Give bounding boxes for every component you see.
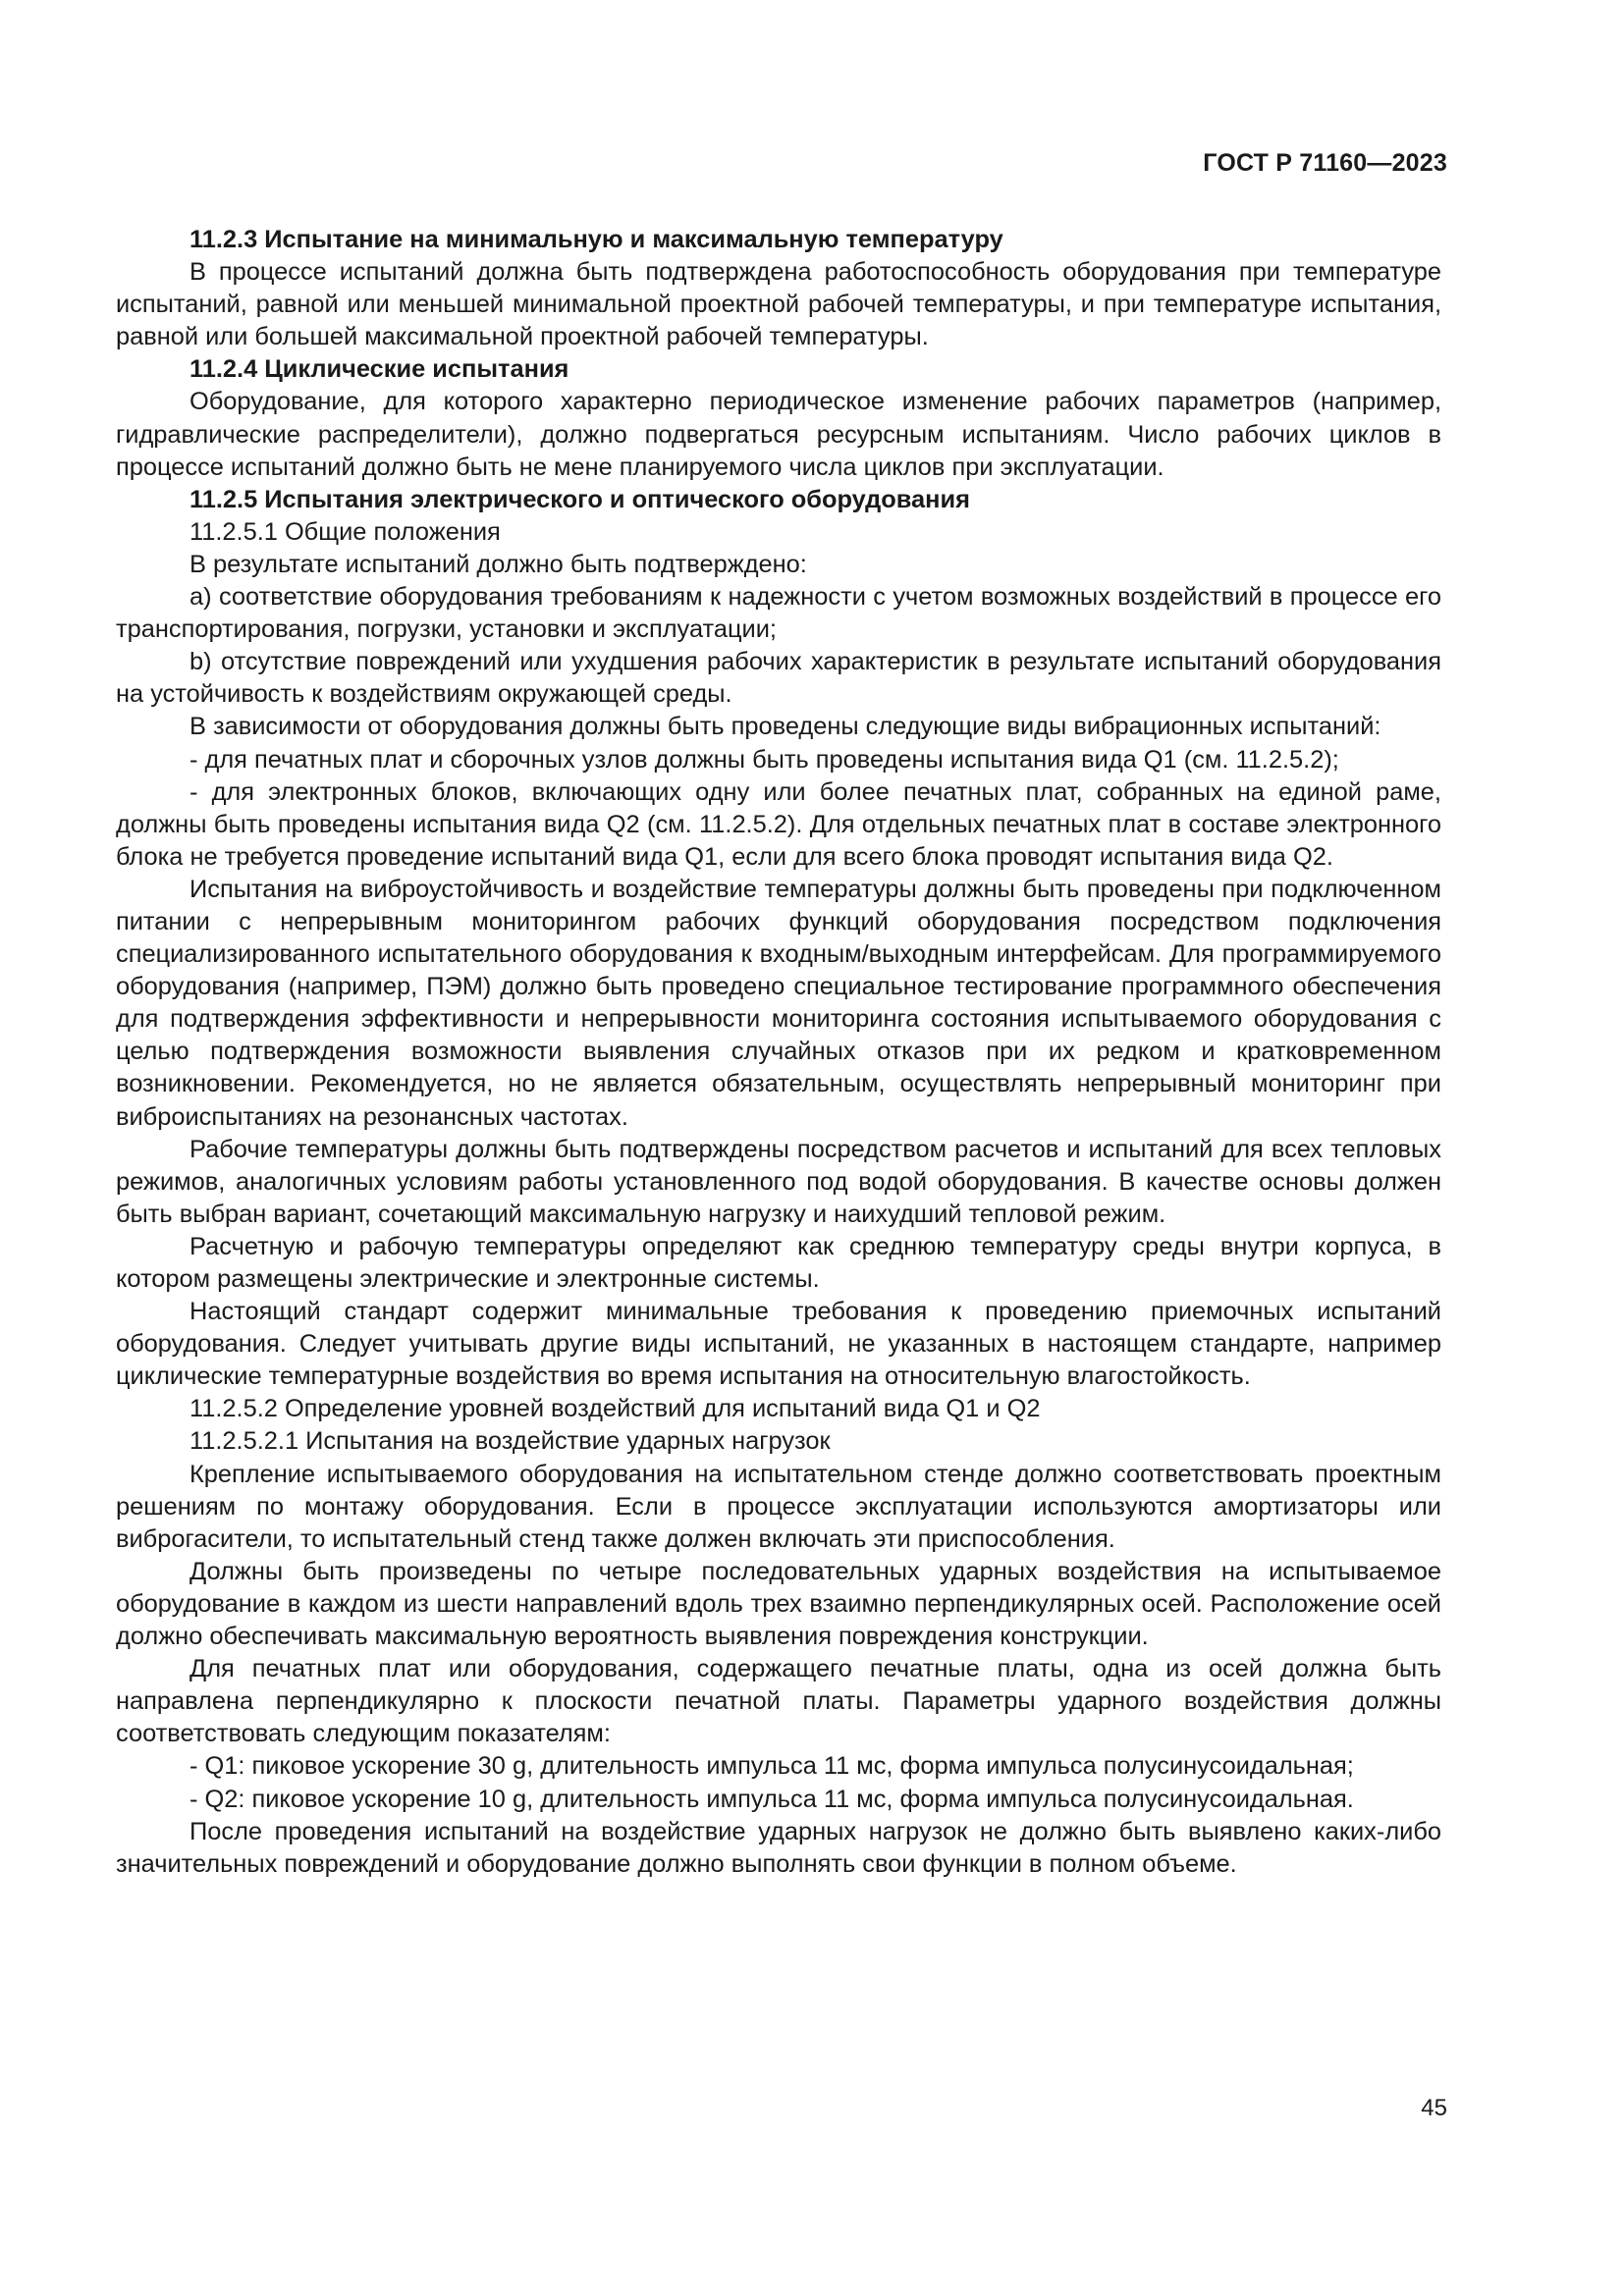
paragraph: Настоящий стандарт содержит минимальные требования к проведению приемочных испытаний оборудования. Следует учитывать другие виды испытаний, не указанных в настоящем стандарте, например циклические температурные воздействия во время испытания на относительную влагостойкость. <box>116 1298 1441 1391</box>
section-heading-11-2-5: 11.2.5 Испытания электрического и оптического оборудования <box>189 485 970 513</box>
document-header-code: ГОСТ Р 71160—2023 <box>1203 149 1447 177</box>
paragraph: В процессе испытаний должна быть подтверждена работоспособность оборудования при температуре испытаний, равной или меньшей минимальной проектной рабочей температуры, и при температуре испытания, равной или большей максимальной проектной рабочей температуры. <box>116 258 1441 351</box>
list-item-dash: - Q2: пиковое ускорение 10 g, длительность импульса 11 мс, форма импульса полусинусоидальная. <box>189 1785 1354 1813</box>
list-item-dash: - для печатных плат и сборочных узлов должны быть проведены испытания вида Q1 (см. 11.2.5.2); <box>189 745 1339 774</box>
paragraph: В результате испытаний должно быть подтверждено: <box>189 550 807 578</box>
list-item-dash: - для электронных блоков, включающих одну или более печатных плат, собранных на единой раме, должны быть проведены испытания вида Q2 (см. 11.2.5.2). Для отдельных печатных плат в составе электронного блока не требуется проведение испытаний вида Q1, если для всего блока проводят испытания вида Q2. <box>116 777 1441 871</box>
paragraph: В зависимости от оборудования должны быть проведены следующие виды вибрационных испытаний: <box>189 713 1381 741</box>
document-body <box>116 224 1441 1881</box>
section-heading-11-2-3: 11.2.3 Испытание на минимальную и максимальную температуру <box>189 226 1003 253</box>
paragraph: Рабочие температуры должны быть подтверждены посредством расчетов и испытаний для всех тепловых режимов, аналогичных условиям работы установленного под водой оборудования. В качестве основы должен быть выбран вариант, сочетающий максимальную нагрузку и наихудший тепловой режим. <box>116 1135 1441 1228</box>
paragraph: Должны быть произведены по четыре последовательных ударных воздействия на испытываемое оборудование в каждом из шести направлений вдоль трех взаимно перпендикулярных осей. Расположение осей должно обеспечивать максимальную вероятность выявления повреждения конструкции. <box>116 1557 1441 1651</box>
paragraph: Для печатных плат или оборудования, содержащего печатные платы, одна из осей должна быть направлена перпендикулярно к плоскости печатной платы. Параметры ударного воздействия должны соответствовать следующим показателям: <box>116 1655 1441 1748</box>
list-item-b: b) отсутствие повреждений или ухудшения рабочих характеристик в результате испытаний оборудования на устойчивость к воздействиям окружающей среды. <box>116 648 1441 709</box>
paragraph: Расчетную и рабочую температуры определяют как среднюю температуру среды внутри корпуса, в котором размещены электрические и электронные системы. <box>116 1232 1441 1293</box>
page-number: 45 <box>1421 2095 1447 2121</box>
paragraph: Оборудование, для которого характерно периодическое изменение рабочих параметров (например, гидравлические распределители), должно подвергаться ресурсным испытаниям. Число рабочих циклов в процессе испытаний должно быть не мене планируемого числа циклов при эксплуатации. <box>116 388 1441 481</box>
list-item-dash: - Q1: пиковое ускорение 30 g, длительность импульса 11 мс, форма импульса полусинусоидальная; <box>189 1752 1354 1781</box>
paragraph: Крепление испытываемого оборудования на испытательном стенде должно соответствовать проектным решениям по монтажу оборудования. Если в процессе эксплуатации используются амортизаторы или виброгасители, то испытательный стенд также должен включать эти приспособления. <box>116 1460 1441 1553</box>
paragraph: После проведения испытаний на воздействие ударных нагрузок не должно быть выявлено каких-либо значительных повреждений и оборудование должно выполнять свои функции в полном объеме. <box>116 1817 1441 1878</box>
list-item-a: a) соответствие оборудования требованиям к надежности с учетом возможных воздействий в процессе его транспортирования, погрузки, установки и эксплуатации; <box>116 583 1441 644</box>
subsection-heading-11-2-5-2-1: 11.2.5.2.1 Испытания на воздействие ударных нагрузок <box>189 1427 831 1456</box>
section-heading-11-2-4: 11.2.4 Циклические испытания <box>189 355 569 384</box>
subsection-heading-11-2-5-1: 11.2.5.1 Общие положения <box>189 517 501 546</box>
paragraph: Испытания на виброустойчивость и воздействие температуры должны быть проведены при подключенном питании с непрерывным мониторингом рабочих функций оборудования посредством подключения специализированного испытательного оборудования к входным/выходным интерфейсам. Для программируемого оборудования (например, ПЭМ) должно быть проведено специальное тестирование программного обеспечения для подтверждения эффективности и непрерывности мониторинга состояния испытываемого оборудования с целью подтверждения возможности выявления случайных отказов при их редком и кратковременном возникновении. Рекомендуется, но не является обязательным, осуществлять непрерывный мониторинг при виброиспытаниях на резонансных частотах. <box>116 875 1441 1131</box>
subsection-heading-11-2-5-2: 11.2.5.2 Определение уровней воздействий для испытаний вида Q1 и Q2 <box>189 1395 1041 1423</box>
